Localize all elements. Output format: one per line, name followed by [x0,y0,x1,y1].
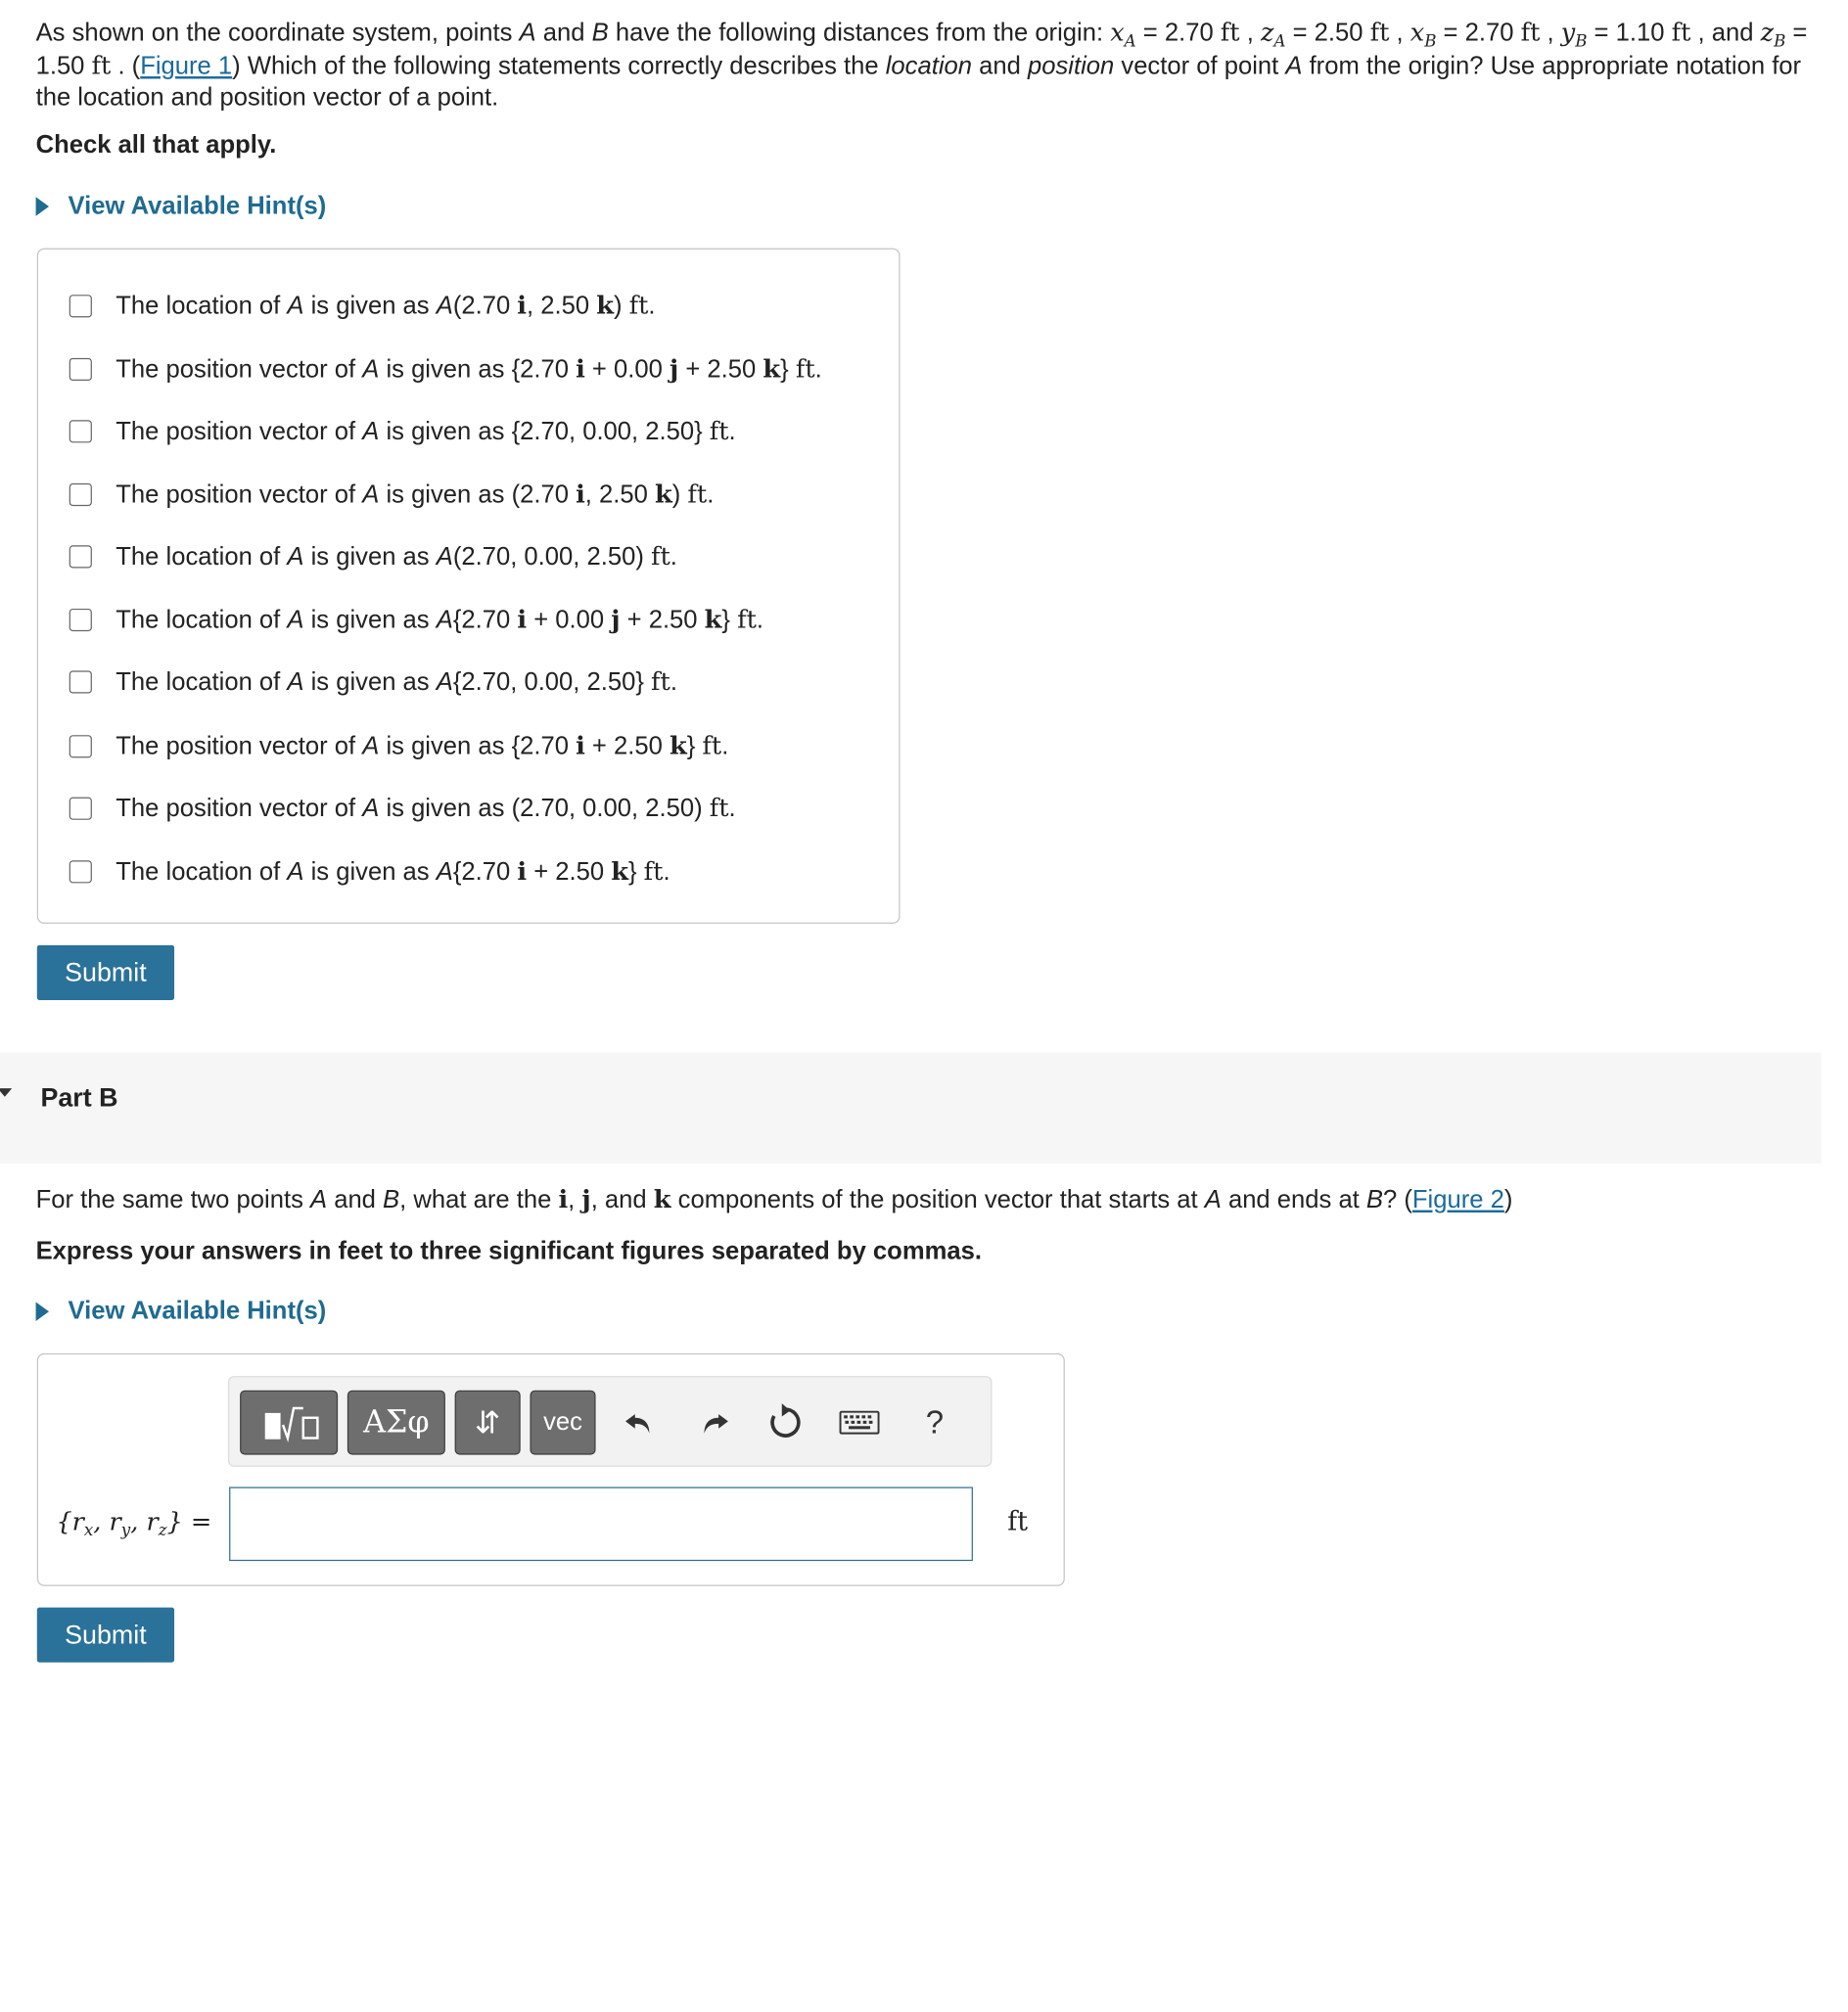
question-text: and [972,52,1028,80]
hint-label: View Available Hint(s) [68,1297,327,1325]
separator: , [1540,19,1561,47]
option-text: A [436,542,453,571]
option-text: {2.70, 0.00, 2.50} [452,667,652,696]
option-row[interactable] [69,667,677,697]
sub-b: B [1424,31,1437,52]
part-b-title[interactable]: Part B [40,1082,118,1113]
option-checkbox[interactable] [69,735,92,757]
question-text: from the origin? Use appropriate notation for the location and position vector of a point. [35,52,1802,112]
point-b: B [591,19,609,47]
view-hints-toggle-part-b[interactable] [36,1298,327,1326]
question-text: and [327,1186,384,1214]
value-zb: = 1.50 [35,19,1808,80]
part-b-question [36,1184,1513,1215]
question-text: components of the position vector that starts at [670,1186,1205,1214]
option-text: j [611,604,621,634]
var-xb: x [1409,18,1425,47]
separator: , [568,1186,582,1214]
option-checkbox[interactable] [69,545,92,568]
unit-vector-i: i [558,1183,569,1214]
option-label [116,479,714,510]
option-text: . [728,417,736,445]
option-text: j [669,352,679,384]
keyboard-icon [839,1408,879,1437]
option-text: } [627,857,644,886]
view-hints-toggle-part-a[interactable] [36,192,327,220]
option-text: The location of [116,292,288,320]
option-text: i [576,352,585,384]
figure-1-link[interactable]: Figure 1 [140,52,233,80]
sub-b: B [1575,31,1588,52]
templates-button[interactable] [240,1391,338,1455]
option-text: The position vector of [116,480,363,509]
option-label [116,604,763,635]
question-text: For the same two points [35,1186,310,1214]
answer-input[interactable] [229,1486,973,1561]
greek-letters-button[interactable] [347,1391,445,1455]
option-checkbox[interactable] [69,420,92,442]
option-text: (2.70, 0.00, 2.50) [452,542,651,571]
option-row[interactable] [69,417,736,446]
option-text: , 2.50 [527,292,597,320]
option-checkbox[interactable] [69,295,92,317]
separator: , and [590,1186,654,1214]
option-text: ft [651,666,670,696]
subscript-superscript-icon: ⇵ [474,1403,501,1440]
hint-label: View Available Hint(s) [68,192,327,220]
option-text: A [362,417,380,445]
option-text: i [517,290,528,320]
option-text: A [287,292,304,320]
question-text: As shown on the coordinate system, points [35,19,520,47]
option-text: The location of [116,542,288,571]
option-label [116,417,735,446]
unit-ft: ft [1220,18,1240,47]
value-za: = 2.50 [1285,19,1370,47]
reset-button[interactable] [763,1401,807,1444]
option-text: i [517,604,528,634]
part-b-header[interactable] [0,1053,1822,1164]
option-text: + 2.50 [620,606,705,634]
point-b: B [383,1186,400,1214]
question-text: , what are the [399,1186,559,1214]
option-text: ft [687,480,708,509]
option-text: is given as {2.70, 0.00, 2.50} [379,417,710,445]
undo-button[interactable] [617,1401,660,1444]
option-checkbox[interactable] [69,860,92,883]
option-text: ft [650,541,670,571]
option-text: ft [709,793,729,823]
unit-ft: ft [1520,18,1541,47]
option-text: A [436,292,453,320]
option-text: k [762,352,781,384]
option-text: The position vector of [116,795,363,823]
option-text: The location of [116,857,288,886]
option-text: is given as [303,667,437,696]
option-text: , 2.50 [584,480,656,509]
option-text: . [663,857,670,886]
option-text: k [611,855,628,886]
question-text: have the following distances from the origin: [608,19,1111,47]
option-text: ) [614,292,629,320]
redo-icon [697,1404,733,1440]
option-text: A [287,857,304,886]
option-text: . [728,795,736,823]
point-a: A [519,19,536,47]
subscript: z [158,1521,167,1541]
unit-vector-j: j [581,1183,591,1214]
option-text: . [756,606,764,634]
option-text: A [287,667,304,696]
caret-right-icon [36,197,49,216]
option-text: is given as {2.70 [379,355,577,384]
option-text: . [721,732,729,760]
figure-2-link[interactable]: Figure 2 [1411,1186,1504,1214]
sub-b: B [1774,31,1786,52]
value-xa: = 2.70 [1135,19,1221,47]
option-text: . [707,480,715,509]
separator: , [1690,19,1712,47]
emphasis-location: location [885,52,973,80]
question-text: and [535,19,592,47]
unit-ft: ft [1369,18,1390,47]
option-label [116,667,677,697]
answer-label [56,1507,212,1541]
option-label [116,290,655,321]
option-label [116,730,728,761]
value-yb: = 1.10 [1587,19,1672,47]
option-checkbox[interactable] [69,608,92,630]
option-text: A [436,606,453,634]
answer-label-math: {$r_x$, $r_y$, $r_z$} = [56,1507,212,1541]
option-label [116,794,735,823]
option-text: . [648,292,656,320]
option-checkbox[interactable] [69,670,92,693]
option-text: . [670,542,677,571]
question-text: and [1711,19,1761,47]
reset-icon [766,1403,805,1441]
option-label [116,353,821,385]
option-text: ft [628,291,649,320]
option-text: is given as (2.70, 0.00, 2.50) [379,795,710,823]
submit-button-part-b[interactable]: Submit [37,1608,174,1663]
question-text: ? ( [1383,1186,1412,1214]
option-text: is given as [303,857,437,886]
option-text: is given as {2.70 [379,732,577,760]
chevron-down-icon[interactable] [0,1088,12,1097]
point-a: A [1285,52,1303,80]
option-row[interactable] [69,353,822,385]
option-text: A [362,795,380,823]
option-text: + 2.50 [527,857,612,886]
submit-button-part-a[interactable]: Submit [37,945,174,1000]
option-text: {2.70 [452,857,518,886]
math-toolbar [228,1376,992,1467]
question-text: ) Which of the following statements correctly describes the [232,52,886,80]
templates-icon [251,1398,327,1446]
option-text: A [362,355,380,384]
option-row[interactable] [69,542,677,572]
option-text: k [596,290,615,320]
option-text: A [436,857,453,886]
option-text: A [436,667,453,696]
undo-icon [621,1404,657,1440]
question-text: ) [1503,1186,1513,1214]
sub-a: A [1273,31,1286,52]
unit-ft: ft [1671,18,1691,47]
option-text: The location of [116,606,288,634]
option-label [116,855,670,887]
var-xa: x [1110,18,1125,47]
subscript: y [120,1521,131,1541]
value-xb: = 2.70 [1436,19,1521,47]
option-text: (2.70 [452,292,518,320]
separator: , [1239,19,1261,47]
option-row[interactable] [69,730,729,761]
option-text: ) [671,480,688,509]
var-za: z [1260,18,1274,47]
express-instruction: Express your answers in feet to three significant figures separated by commas. [35,1237,982,1265]
option-text: is given as [303,606,437,634]
option-text: The location of [116,667,288,696]
subscript: x [83,1521,94,1541]
question-text: vector of point [1114,52,1286,80]
vector-icon: vec [543,1408,582,1437]
unit-ft: ft [91,50,112,80]
separator: , [1389,19,1410,47]
option-row[interactable] [69,290,656,321]
option-row[interactable] [69,479,715,510]
redo-button[interactable] [694,1401,737,1444]
option-text: + 0.00 [584,355,670,384]
point-a: A [309,1186,328,1214]
option-text: k [704,604,722,634]
vector-button[interactable] [530,1391,595,1455]
var-zb: z [1760,18,1775,47]
option-text: + 2.50 [678,355,763,384]
option-text: is given as [303,292,437,320]
caret-right-icon [36,1302,49,1321]
option-text: } [721,606,738,634]
option-text: } [780,355,796,384]
answer-options-box [37,249,901,924]
option-row[interactable] [69,855,670,887]
unit-vector-k: k [653,1183,671,1214]
option-text: + 2.50 [584,732,670,760]
keyboard-button[interactable] [838,1401,881,1444]
option-text: i [576,730,585,760]
point-a: A [1204,1186,1222,1214]
option-text: } [686,732,703,760]
option-text: A [287,606,304,634]
option-text: The position vector of [116,417,363,445]
option-text: + 0.00 [527,606,612,634]
option-text: i [517,855,528,886]
option-text: {2.70 [452,606,518,634]
answer-entry-box [37,1353,1065,1586]
option-text: ft [795,354,815,384]
option-text: . [814,355,822,384]
option-text: A [362,480,380,509]
point-b: B [1365,1186,1384,1214]
option-text: ft [709,416,729,445]
option-text: A [362,732,380,760]
option-text: k [655,479,672,509]
greek-letters-icon: ΑΣφ [363,1404,430,1440]
option-text: is given as [303,542,437,571]
option-text: i [576,479,585,509]
help-icon: ? [925,1403,945,1440]
option-row[interactable] [69,794,736,823]
option-checkbox[interactable] [69,798,92,820]
option-text: The position vector of [116,732,363,760]
var-yb: y [1560,18,1576,47]
option-text: k [669,730,687,760]
part-a-question [36,17,1821,114]
subscript-superscript-button[interactable] [455,1391,521,1455]
option-checkbox[interactable] [69,357,92,380]
option-text: ft [737,605,757,634]
separator: . ( [111,52,141,80]
option-text: ft [702,731,722,760]
option-text: A [287,542,304,571]
option-text: is given as (2.70 [379,480,577,509]
option-row[interactable] [69,604,763,635]
check-all-instruction: Check all that apply. [35,131,277,160]
help-button[interactable] [913,1401,956,1444]
option-text: The position vector of [116,355,363,384]
option-label [116,542,677,572]
option-text: ft [643,856,664,886]
option-checkbox[interactable] [69,482,92,505]
emphasis-position: position [1027,52,1115,80]
answer-unit: ft [1007,1507,1028,1537]
sub-a: A [1124,31,1136,52]
option-text: . [670,667,677,696]
question-text: and ends at [1221,1186,1366,1214]
